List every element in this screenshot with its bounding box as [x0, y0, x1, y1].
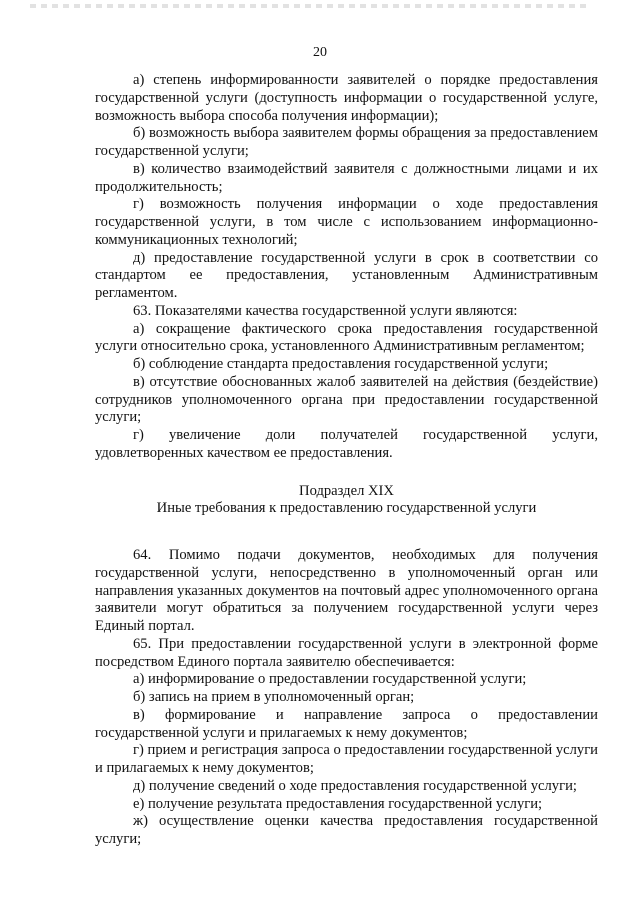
paragraph: а) информирование о предоставлении государственной услуги; — [133, 671, 527, 688]
paragraph: в) отсутствие обоснованных жалоб заявителей на действия (бездействие) сотрудников уполномоченного органа при предоставлении государственной услуги; — [95, 373, 598, 426]
paragraph: в) формирование и направление запроса о предоставлении государственной услуги и прилагаемых к нему документов; — [95, 706, 598, 741]
paragraph: г) возможность получения информации о ходе предоставления государственной услуги, в том числе с использованием информационно-коммуникационных технологий; — [95, 196, 598, 248]
paragraph: 64. Помимо подачи документов, необходимых для получения государственной услуги, непосредственно в уполномоченный орган или направления указанных документов на почтовый адрес уполномоченного органа заявители могут обратиться за получением государственной услуги через Единый портал. — [95, 547, 598, 634]
paragraph: г) увеличение доли получателей государственной услуги, удовлетворенных качеством ее предоставления. — [95, 427, 598, 461]
paragraph: в) количество взаимодействий заявителя с должностными лицами и их продолжительность; — [95, 160, 598, 195]
paragraph: д) получение сведений о ходе предоставления государственной услуги; — [133, 777, 577, 794]
paragraph: е) получение результата предоставления государственной услуги; — [133, 795, 543, 812]
subsection-title: Иные требования к предоставлению государственной услуги — [156, 500, 537, 517]
subsection-number: Подраздел XIX — [299, 482, 394, 499]
page-number: 20 — [313, 45, 327, 60]
paragraph: б) возможность выбора заявителем формы обращения за предоставлением государственной услуги; — [95, 125, 598, 159]
scan-header-artifact — [30, 4, 590, 8]
paragraph: 63. Показателями качества государственной услуги являются: — [133, 302, 518, 319]
subsection-heading — [95, 483, 598, 519]
spacer — [95, 518, 598, 547]
paragraph: б) соблюдение стандарта предоставления государственной услуги; — [133, 356, 549, 372]
paragraph: а) степень информированности заявителей о порядке предоставления государственной услуги (доступность информации о государственной услуге, возможность выбора способа получения информации); — [95, 72, 598, 124]
paragraph: б) запись на прием в уполномоченный орган; — [133, 689, 415, 705]
paragraph: 65. При предоставлении государственной услуги в электронной форме посредством Единого портала заявителю обеспечивается: — [95, 635, 598, 670]
paragraph: ж) осуществление оценки качества предоставления государственной услуги; — [95, 813, 598, 847]
paragraph: а) сокращение фактического срока предоставления государственной услуги относительно срока, установленного Административным регламентом; — [95, 320, 598, 355]
paragraph: д) предоставление государственной услуги в срок в соответствии со стандартом ее предоставления, установленным Административным регламентом. — [95, 249, 598, 301]
document-body — [95, 72, 598, 849]
paragraph: г) прием и регистрация запроса о предоставлении государственной услуги и прилагаемых к нему документов; — [95, 742, 598, 776]
